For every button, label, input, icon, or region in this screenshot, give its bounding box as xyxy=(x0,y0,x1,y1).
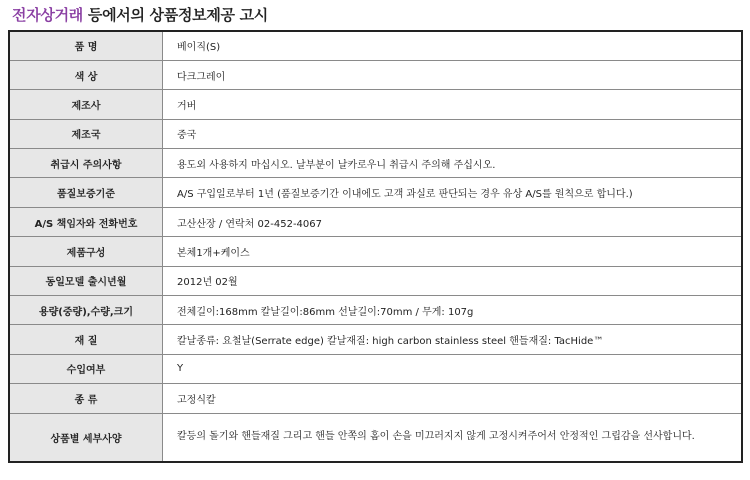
table-row xyxy=(9,119,742,148)
row-label: 제조국 xyxy=(9,119,163,148)
table-row xyxy=(9,266,742,295)
row-label: A/S 책임자와 전화번호 xyxy=(9,207,163,236)
row-label: 색 상 xyxy=(9,60,163,89)
table-row xyxy=(9,149,742,178)
row-label: 취급시 주의사항 xyxy=(9,149,163,178)
row-value: Y xyxy=(163,354,743,383)
table-row xyxy=(9,354,742,383)
row-value: 고산산장 / 연락처 02-452-4067 xyxy=(163,207,743,236)
table-row xyxy=(9,296,742,325)
row-value: 베이직(S) xyxy=(163,31,743,60)
title-highlight: 전자상거래 xyxy=(12,6,83,24)
table-row xyxy=(9,60,742,89)
table-row xyxy=(9,90,742,119)
row-label: 용량(중량),수량,크기 xyxy=(9,296,163,325)
table-row xyxy=(9,237,742,266)
row-label: 제품구성 xyxy=(9,237,163,266)
row-value: 칼날종류: 요철날(Serrate edge) 칼날재질: high carbon stainless steel 핸들재질: TacHide™ xyxy=(163,325,743,354)
row-value: 중국 xyxy=(163,119,743,148)
row-value: 다크그레이 xyxy=(163,60,743,89)
title-rest: 등에서의 상품정보제공 고시 xyxy=(82,6,269,24)
table-row xyxy=(9,325,742,354)
table-row xyxy=(9,31,742,60)
row-value: A/S 구입일로부터 1년 (품질보증기간 이내에도 고객 과실로 판단되는 경우 유상 A/S를 원칙으로 합니다.) xyxy=(163,178,743,207)
row-label: 수입여부 xyxy=(9,354,163,383)
row-label: 품질보증기준 xyxy=(9,178,163,207)
row-value: 칼등의 돌기와 핸들재질 그리고 핸들 안쪽의 홈이 손을 미끄러지지 않게 고정시켜주어서 안정적인 그립감을 선사합니다. xyxy=(163,413,743,462)
row-value: 거버 xyxy=(163,90,743,119)
row-value: 전체길이:168mm 칼날길이:86mm 선날길이:70mm / 무게: 107g xyxy=(163,296,743,325)
row-value: 용도외 사용하지 마십시오. 날부분이 날카로우니 취급시 주의해 주십시오. xyxy=(163,149,743,178)
row-label: 동일모델 출시년월 xyxy=(9,266,163,295)
table-row xyxy=(9,384,742,413)
row-label: 재 질 xyxy=(9,325,163,354)
row-value: 2012년 02월 xyxy=(163,266,743,295)
row-label: 품 명 xyxy=(9,31,163,60)
product-info-table xyxy=(8,30,743,463)
row-label: 상품별 세부사양 xyxy=(9,413,163,462)
page-title xyxy=(12,4,268,26)
row-label: 종 류 xyxy=(9,384,163,413)
table-row xyxy=(9,413,742,462)
row-value: 고정식칼 xyxy=(163,384,743,413)
row-label: 제조사 xyxy=(9,90,163,119)
table-row xyxy=(9,178,742,207)
table-row xyxy=(9,207,742,236)
row-value: 본체1개+케이스 xyxy=(163,237,743,266)
